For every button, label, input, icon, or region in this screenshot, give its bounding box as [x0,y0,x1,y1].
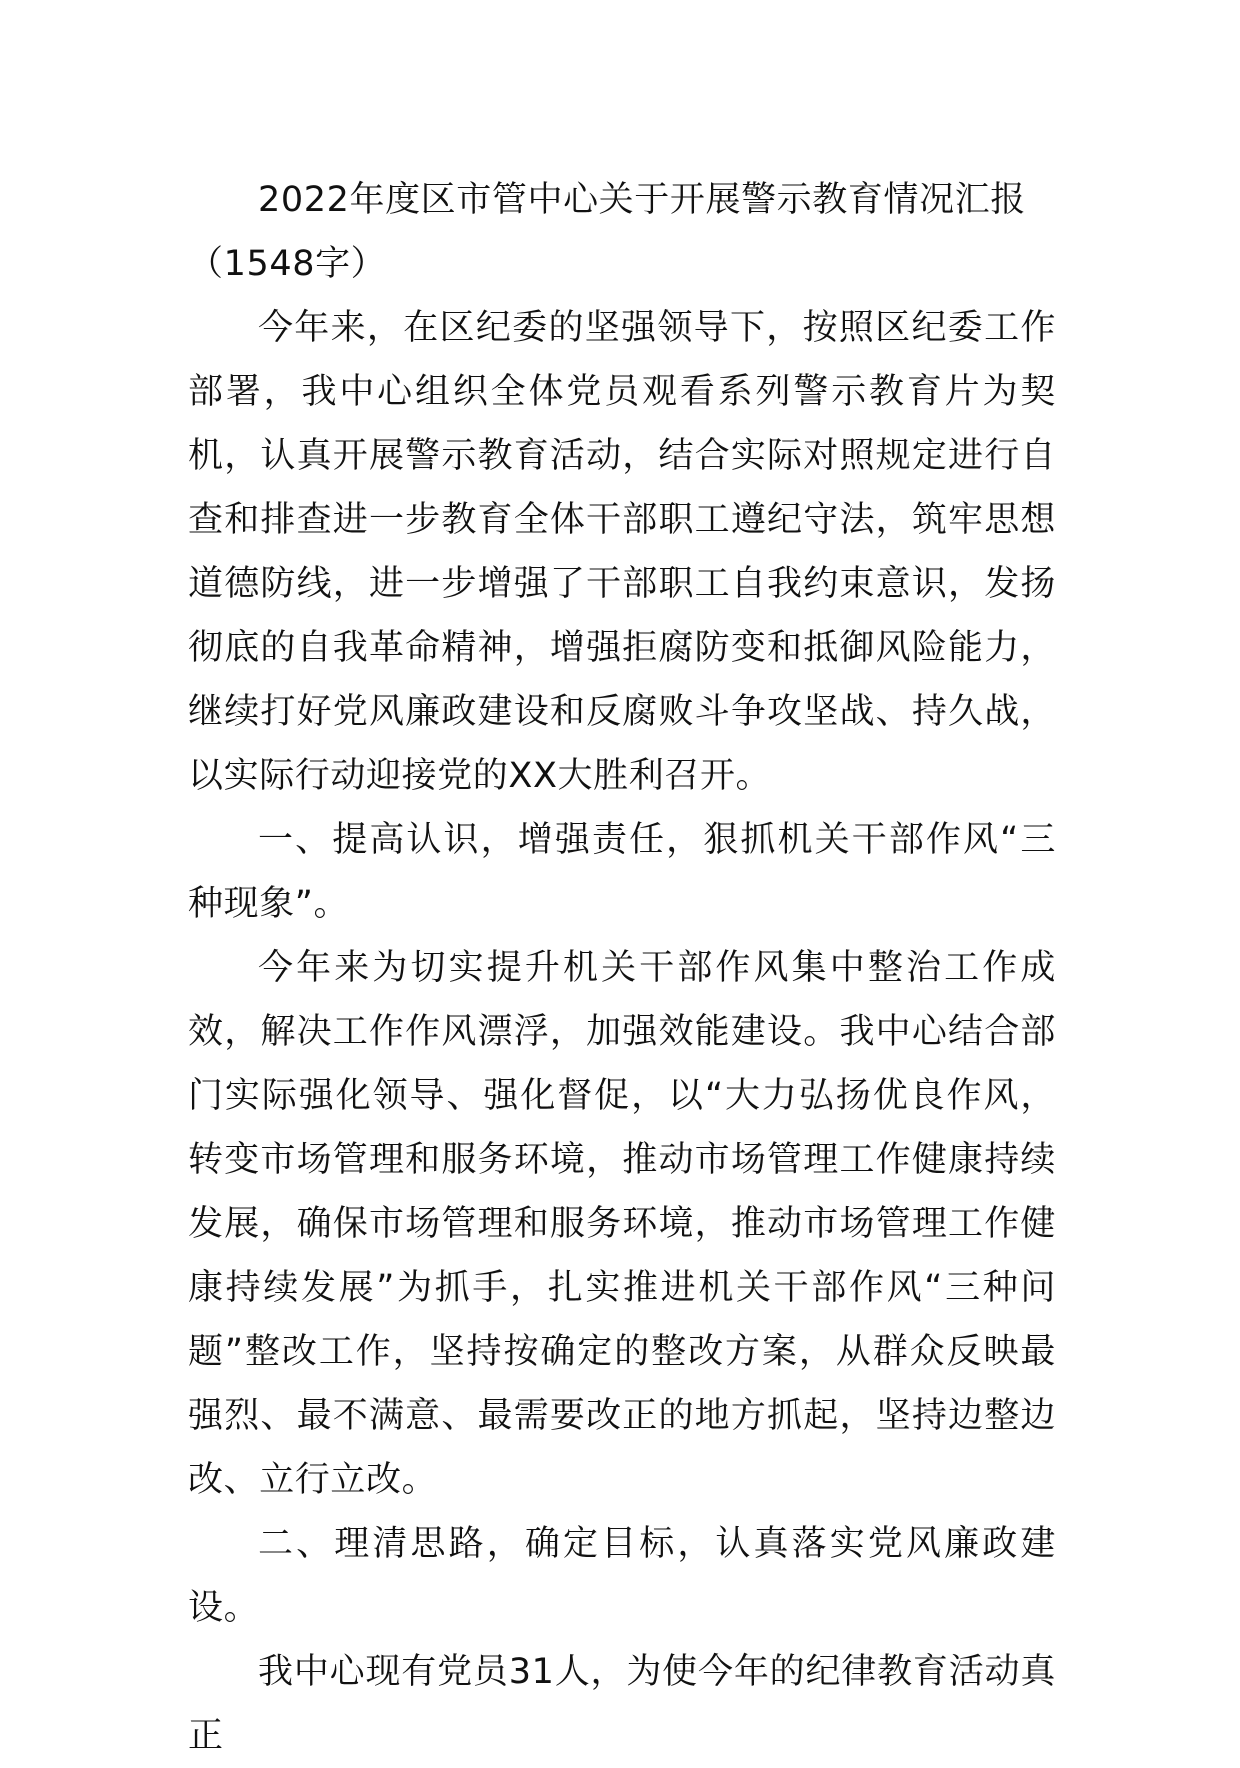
document-body [188,168,1056,1768]
section-heading-2: 二、理清思路，确定目标，认真落实党风廉政建设。 [188,1524,1056,1628]
document-title: 2022年度区市管中心关于开展警示教育情况汇报（1548字） [188,180,1026,284]
section-heading-1: 一、提高认识，增强责任，狠抓机关干部作风“三种现象”。 [188,820,1056,924]
paragraph-section-2: 我中心现有党员31人，为使今年的纪律教育活动真正 [188,1652,1056,1756]
paragraph-intro: 今年来，在区纪委的坚强领导下，按照区纪委工作部署，我中心组织全体党员观看系列警示教育片为契机，认真开展警示教育活动，结合实际对照规定进行自查和排查进一步教育全体干部职工遵纪守法，筑牢思想道德防线，进一步增强了干部职工自我约束意识，发扬彻底的自我革命精神，增强拒腐防变和抵御风险能力，继续打好党风廉政建设和反腐败斗争攻坚战、持久战，以实际行动迎接党的XX大胜利召开。 [188,308,1056,796]
paragraph-section-1: 今年来为切实提升机关干部作风集中整治工作成效，解决工作作风漂浮，加强效能建设。我中心结合部门实际强化领导、强化督促，以“大力弘扬优良作风，转变市场管理和服务环境，推动市场管理工作健康持续发展，确保市场管理和服务环境，推动市场管理工作健康持续发展”为抓手，扎实推进机关干部作风“三种问题”整改工作，坚持按确定的整改方案，从群众反映最强烈、最不满意、最需要改正的地方抓起，坚持边整边改、立行立改。 [188,948,1056,1500]
